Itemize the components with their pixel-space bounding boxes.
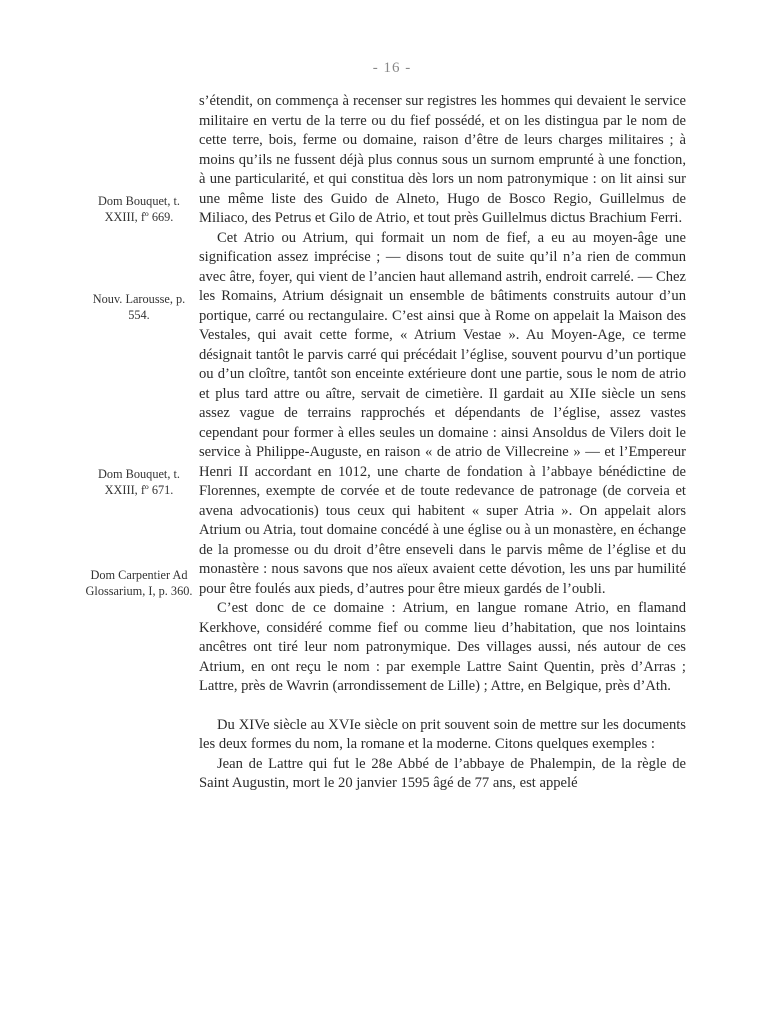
paragraph-deux-formes: Du XIVe siècle au XVIe siècle on prit souvent soin de mettre sur les documents les deux formes du nom, la romane et la moderne. Citons quelques exemples : [199,716,686,752]
margin-note-dom-carpentier: Dom Carpentier Ad Glossarium, I, p. 360. [85,568,193,598]
margin-note-dom-bouquet-669: Dom Bouquet, t. XXIII, fº 669. [98,194,180,224]
margin-note-dom-bouquet-671: Dom Bouquet, t. XXIII, fº 671. [98,467,180,497]
page-number: - 16 - [372,60,412,76]
paragraph-jean-de-lattre: Jean de Lattre qui fut le 28e Abbé de l’abbaye de Phalempin, de la règle de Saint Augustin, mort le 20 janvier 1595 âgé de 77 ans, est appelé [199,755,686,791]
paragraph-continuation: s’étendit, on commença à recenser sur registres les hommes qui devaient le service militaire en vertu de la terre ou du fief possédé, et on les distingua par le nom de cette terre, bois, ferme ou domaine, raison d’être de leurs charges militaires ; à moins qu’ils ne fussent déjà plus connus sous un surnom emprunté à une fonction, à une particularité, et qui constitua dès lors un nom patronymique : on lit ainsi sur une même liste des Guido de Alneto, Hugo de Bosco Regio, Guillelmus de Miliaco, des Petrus et Gilo de Atrio, et tout près Guillelmus dictus Brachium Ferri. [199,93,686,226]
paragraph-domaine-atrium: C’est donc de ce domaine : Atrium, en langue romane Atrio, en flamand Kerkhove, considéré comme fief ou comme lieu d’habitation, que nos lointains ancêtres ont tiré leur nom patronymique. Des villages aussi, nés autour de ces Atrium, en ont reçu le nom : par exemple Lattre Saint Quentin, près d’Arras ; Lattre, près de Wavrin (arrondissement de Lille) ; Attre, en Belgique, près d’Ath. [199,600,686,694]
margin-note-nouv-larousse: Nouv. Larousse, p. 554. [92,292,186,322]
paragraph-atrium-meaning: Cet Atrio ou Atrium, qui formait un nom de fief, a eu au moyen-âge une signification assez imprécise ; — disons tout de suite qu’il n’a rien de commun avec âtre, foyer, qui vient de l’ancien haut allemand astrih, endroit carrelé. — Chez les Romains, Atrium désignait un ensemble de bâtiments construits autour d’un portique, carré ou rectangulaire. C’est ainsi que à Rome on appelait la Maison des Vestales, qui avait cette forme, « Atrium Vestae ». Au Moyen-Age, ce terme désignait tantôt le parvis carré qui précédait l’église, souvent pourvu d’un portique ou d’un cloître, tantôt son enceinte extérieure dont une partie, sous le nom de atrio et plus tard attre ou aître, servait de cimetière. Il gardait au XIIe siècle un sens assez vague de terrains rapprochés et dépendants de l’église, assez vastes cependant pour former à elles seules un domaine : ainsi Ansoldus de Vilers doit le service à Philippe-Auguste, en raison « de atrio de Villecreine » — et l’Empereur Henri II accordant en 1012, une charte de fondation à l’abbaye bénédictine de Florennes, exempte de corvée et de toute redevance de patronage (de corveia et avena advocationis) tous ceux qui habitent « super Atria ». On appelait alors Atrium ou Atria, tout domaine concédé à une église ou à un monastère, en échange de la promesse ou du droit d’être enseveli dans le parvis même de l’église et du monastère : nous savons que nos aïeux avaient cette dévotion, les uns par humilité pour être foulés aux pieds, d’autres pour être mieux gardés de l’oubli. [199,229,686,597]
body-text [199,92,686,794]
